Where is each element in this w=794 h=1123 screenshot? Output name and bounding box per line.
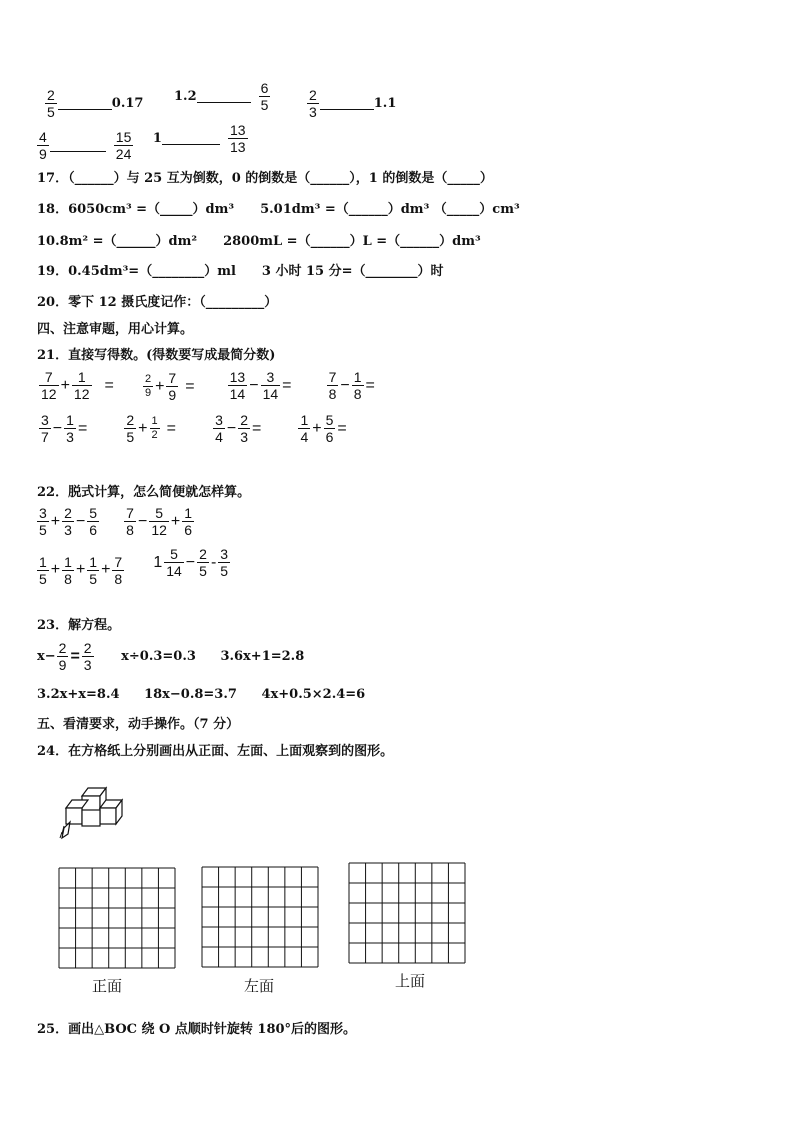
fraction: $\frac{2}{5}$ <box>47 87 55 120</box>
expression: $\frac{7}{12}$ + $\frac{1}{12}$ = <box>41 369 114 402</box>
question-23: 23．解方程。 <box>37 618 121 633</box>
fraction: $\frac{4}{9}$ <box>39 129 47 162</box>
fraction: $\frac{6}{5}$ <box>260 80 269 113</box>
question-20: 20．零下 12 摄氏度记作：（_________） <box>37 295 278 310</box>
grid-front-view[interactable] <box>58 867 176 969</box>
question-18-line-2: 10.8m² =（______）dm² 2800mL =（______）L =（______）dm³ <box>37 234 481 249</box>
expression: $\frac{2}{5}$ + $\frac{1}{2}$ = <box>126 412 176 445</box>
q22-row-1 <box>36 503 195 538</box>
question-24: 24．在方格纸上分别画出从正面、左面、上面观察到的图形。 <box>37 744 394 759</box>
compare-row-1: $\frac{2}{5}$ 0.17 1.2 $\frac{6}{5}$ $\frac{2}{3}$ 1.1 <box>47 80 397 120</box>
question-25: 25．画出△BOC 绕 O 点顺时针旋转 180°后的图形。 <box>37 1022 357 1037</box>
q22-row-2 <box>36 546 231 587</box>
fraction: $\frac{2}{3}$ <box>308 87 317 120</box>
q21-row-2 <box>38 410 348 445</box>
expression: $\frac{7}{8}$ − $\frac{5}{12}$ + $\frac{1}{6}$ <box>126 505 193 538</box>
question-18-line-1: 18．6050cm³ =（_____）dm³ 5.01dm³ =（______）dm³ （_____）cm³ <box>37 202 520 217</box>
q23-row-2: 3.2x+x=8.4 18x−0.8=3.7 4x+0.5×2.4=6 <box>37 687 366 702</box>
label-left-view: 左面 <box>244 978 275 995</box>
grid-top-view[interactable] <box>348 862 466 964</box>
q23-row-1: x− $\frac{2}{9}$ = $\frac{2}{3}$ x÷0.3=0.3 3.6x+1=2.8 <box>37 640 305 673</box>
q21-row-1 <box>38 367 376 403</box>
section-4-title: 四、注意审题，用心计算。 <box>37 322 194 337</box>
label-top-view: 上面 <box>395 973 426 990</box>
question-22: 22．脱式计算，怎么简便就怎样算。 <box>37 485 251 500</box>
question-17: 17．（______）与 25 互为倒数，0 的倒数是（______），1 的倒数是（_____） <box>37 171 493 186</box>
expression: $\frac{7}{8}$ − $\frac{1}{8}$ = <box>328 369 375 402</box>
expression: 1 $\frac{5}{14}$ − $\frac{2}{5}$ - $\frac{3}{5}$ <box>153 546 229 579</box>
expression: $\frac{13}{14}$ − $\frac{3}{14}$ = <box>229 369 292 402</box>
compare-row-2: $\frac{4}{9}$ $\frac{15}{24}$ 1 $\frac{13}{13}$ <box>39 122 246 162</box>
cube-stack-figure <box>56 782 132 842</box>
expression: $\frac{3}{7}$ − $\frac{1}{3}$ = <box>41 412 88 445</box>
section-5-title: 五、看清要求，动手操作。（7 分） <box>37 717 240 732</box>
expression: $\frac{3}{4}$ − $\frac{2}{3}$ = <box>215 412 262 445</box>
question-19: 19．0.45dm³=（________）ml 3 小时 15 分=（________）时 <box>37 264 444 279</box>
expression: $\frac{1}{5}$ + $\frac{1}{8}$ + $\frac{1}{5}$ + $\frac{7}{8}$ <box>39 553 123 587</box>
grid-left-view[interactable] <box>201 866 319 968</box>
expression: $\frac{2}{9}$ + $\frac{7}{9}$ = <box>144 370 195 403</box>
expression: $\frac{1}{4}$ + $\frac{5}{6}$ = <box>300 412 347 445</box>
label-front-view: 正面 <box>92 978 123 995</box>
question-21: 21．直接写得数。(得数要写成最简分数) <box>37 348 276 363</box>
fraction: $\frac{13}{13}$ <box>229 122 246 155</box>
fraction: $\frac{15}{24}$ <box>115 129 132 162</box>
expression: $\frac{3}{5}$ + $\frac{2}{3}$ − $\frac{5}{6}$ <box>39 505 98 538</box>
